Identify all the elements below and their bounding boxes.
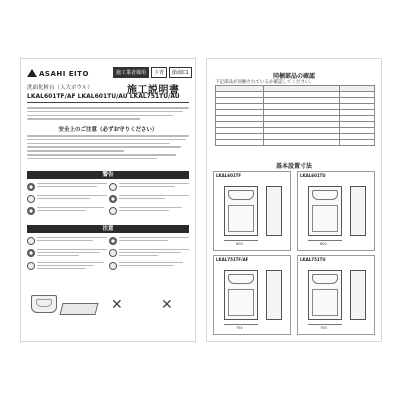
width-dimension: 750 — [320, 326, 327, 330]
dimension-diagram-3 — [213, 255, 291, 335]
brand-logo: ASAHI EITO — [27, 69, 89, 78]
caution-icon — [109, 183, 117, 191]
diagram-label: LKAL751TU — [300, 257, 326, 262]
warning-banner: 警告 — [27, 171, 189, 179]
width-dimension: 600 — [236, 242, 243, 246]
prohibit-icon — [109, 237, 117, 245]
diagram-label: LKAL601TF — [216, 173, 242, 178]
warning-column-right — [109, 183, 189, 219]
dimension-diagram-1 — [213, 171, 291, 251]
cabinet-side-view — [350, 186, 366, 236]
instruction-sheet-front — [20, 58, 196, 342]
width-dimension: 750 — [236, 326, 243, 330]
parts-check-subtitle: 下記部品が同梱されているか確認してください。 — [215, 80, 314, 85]
intro-text — [27, 107, 189, 122]
divider — [27, 102, 189, 103]
cross-mark-icon: ✕ — [161, 297, 173, 313]
parts-table — [215, 85, 375, 146]
tag-installer: 施工業者様用 — [113, 67, 149, 78]
caution-icon — [109, 262, 117, 270]
cabinet-side-view — [350, 270, 366, 320]
warning-column-left — [27, 183, 107, 219]
layout-dimensions-title: 基本設置寸法 — [275, 163, 312, 170]
caution-icon — [109, 249, 117, 257]
diagram-label: LKAL601TU — [300, 173, 326, 178]
cabinet-side-view — [266, 186, 282, 236]
product-name: 洗面化粧台（人大ボウル） — [27, 85, 93, 91]
tag-color: ド青 — [151, 67, 167, 78]
prohibit-icon — [27, 207, 35, 215]
safety-intro-text — [27, 135, 189, 161]
safety-heading: 安全上のご注意（必ずお守りください） — [58, 127, 158, 133]
bath-illustration — [59, 303, 98, 315]
caution-icon — [109, 207, 117, 215]
cross-mark-icon: ✕ — [111, 297, 123, 313]
caution-icon — [27, 195, 35, 203]
dimension-diagram-4 — [297, 255, 375, 335]
model-numbers: LKAL601TF/AF LKAL601TU/AU LKAL751TU/AU — [27, 93, 180, 100]
sink-illustration — [31, 295, 57, 313]
caution-column-right — [109, 237, 189, 274]
tag-row — [113, 67, 192, 78]
caution-icon — [27, 237, 35, 245]
width-dimension: 600 — [320, 242, 327, 246]
tag-water-saving: 節湯C1 — [169, 67, 192, 78]
cabinet-front-view — [224, 270, 258, 320]
cabinet-front-view — [308, 270, 342, 320]
doc-title: 施工説明書 — [127, 85, 180, 96]
prohibit-icon — [27, 249, 35, 257]
cabinet-side-view — [266, 270, 282, 320]
parts-check-title: 同梱部品の確認 — [272, 73, 315, 80]
instruction-sheet-back — [206, 58, 382, 342]
prohibit-icon — [27, 183, 35, 191]
prohibit-icon — [109, 195, 117, 203]
caution-column-left — [27, 237, 107, 275]
dimension-diagram-2 — [297, 171, 375, 251]
cabinet-front-view — [224, 186, 258, 236]
caution-icon — [27, 262, 35, 270]
cabinet-front-view — [308, 186, 342, 236]
logo-triangle-icon — [27, 69, 37, 77]
caution-banner: 注意 — [27, 225, 189, 233]
diagram-label: LKAL751TF/AF — [216, 257, 249, 262]
